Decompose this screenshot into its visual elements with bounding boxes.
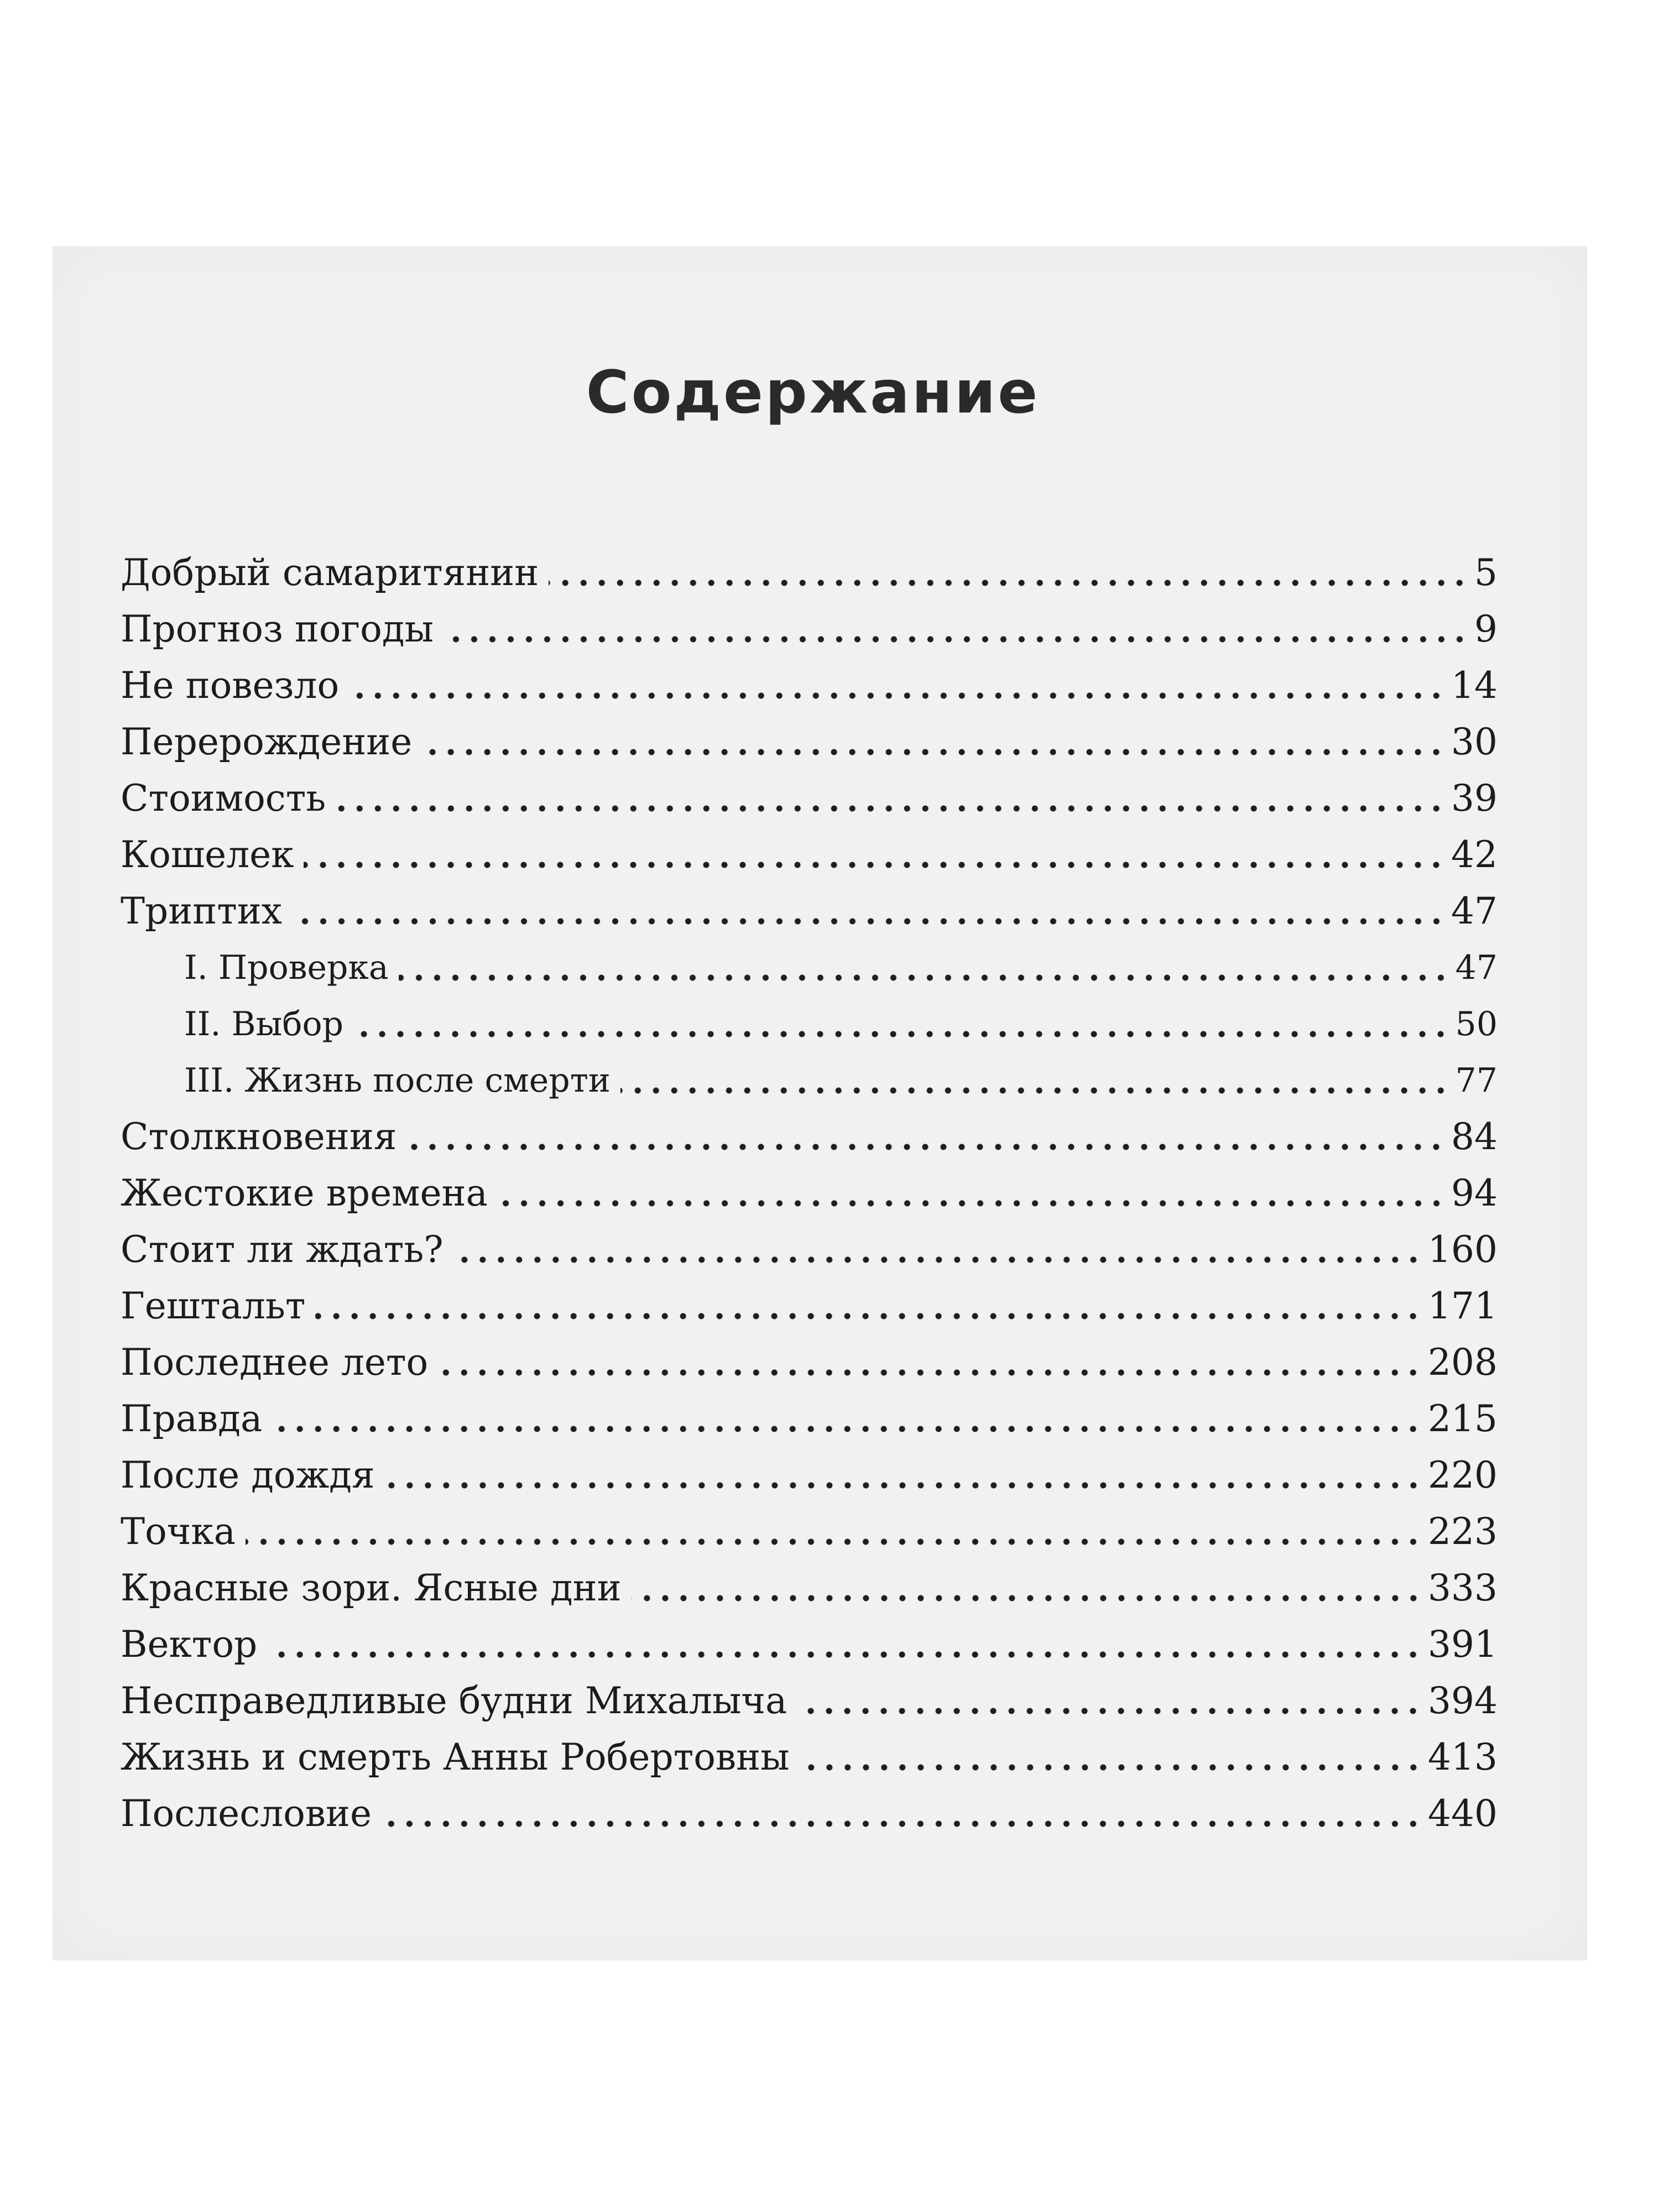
toc-entry <box>121 1278 1498 1334</box>
toc-entry-title: Добрый самаритянин <box>121 551 539 594</box>
toc-entry-page: 391 <box>1428 1623 1498 1666</box>
dot-leader <box>382 1819 1422 1829</box>
dot-leader <box>498 1198 1446 1208</box>
toc-entry <box>121 770 1498 827</box>
toc-entry-title: Не повезло <box>121 664 340 707</box>
dot-leader <box>438 1368 1422 1378</box>
toc-entry-title: Несправедливые будни Михалыча <box>121 1679 787 1722</box>
toc-entry-title: Красные зори. Ясные дни <box>121 1567 622 1609</box>
toc-entry <box>121 601 1498 658</box>
toc-entry-title: II. Выбор <box>184 1005 344 1044</box>
dot-leader <box>353 1029 1450 1039</box>
toc-entry-title: Кошелек <box>121 833 294 876</box>
toc-entry <box>121 714 1498 770</box>
dot-leader <box>453 1255 1422 1265</box>
toc-entry <box>121 1504 1498 1560</box>
toc-entry-title: Жизнь и смерть Анны Робертовны <box>121 1736 790 1778</box>
toc-entry <box>121 1560 1498 1616</box>
toc-entry-title: Столкновения <box>121 1115 397 1158</box>
dot-leader <box>315 1311 1422 1321</box>
toc-entry-page: 160 <box>1428 1228 1498 1271</box>
toc-entry <box>121 1334 1498 1391</box>
toc-entry-title: III. Жизнь после смерти <box>184 1061 611 1100</box>
toc-entry <box>121 1673 1498 1729</box>
toc-subentry <box>121 940 1498 996</box>
toc-entry-page: 5 <box>1474 551 1498 594</box>
toc-entry-title: Перерождение <box>121 721 413 763</box>
toc-entry-page: 30 <box>1451 721 1498 763</box>
toc-entry <box>121 1165 1498 1222</box>
toc-entry-page: 171 <box>1428 1285 1498 1327</box>
toc-entry-title: Стоит ли ждать? <box>121 1228 444 1271</box>
toc-entry <box>121 1729 1498 1786</box>
table-of-contents <box>121 545 1498 1842</box>
toc-entry-page: 440 <box>1428 1792 1498 1835</box>
toc-entry-page: 77 <box>1455 1061 1498 1100</box>
toc-subentry <box>121 996 1498 1052</box>
toc-entry-title: Жестокие времена <box>121 1172 488 1214</box>
dot-leader <box>304 860 1446 870</box>
toc-entry-page: 413 <box>1428 1736 1498 1778</box>
dot-leader <box>800 1762 1422 1772</box>
toc-entry <box>121 1786 1498 1842</box>
toc-entry <box>121 1616 1498 1673</box>
dot-leader <box>336 804 1446 813</box>
toc-entry-page: 208 <box>1428 1341 1498 1384</box>
dot-leader <box>620 1086 1450 1095</box>
toc-entry <box>121 1391 1498 1447</box>
toc-entry-page: 9 <box>1474 608 1498 650</box>
dot-leader <box>422 747 1446 757</box>
toc-entry-page: 47 <box>1451 890 1498 932</box>
dot-leader <box>292 916 1446 926</box>
dot-leader <box>444 634 1469 644</box>
toc-entry-page: 50 <box>1455 1005 1498 1044</box>
toc-entry-title: Вектор <box>121 1623 258 1666</box>
toc-entry <box>121 827 1498 883</box>
toc-entry-title: Прогноз погоды <box>121 608 434 650</box>
page-title: Содержание <box>586 358 1040 426</box>
toc-entry-title: I. Проверка <box>184 948 389 987</box>
toc-entry <box>121 1109 1498 1165</box>
dot-leader <box>349 691 1446 701</box>
dot-leader <box>272 1424 1422 1434</box>
toc-entry-page: 47 <box>1455 948 1498 987</box>
toc-entry-title: Последнее лето <box>121 1341 429 1384</box>
dot-leader <box>267 1650 1422 1660</box>
dot-leader <box>385 1480 1422 1490</box>
toc-entry-page: 84 <box>1451 1115 1498 1158</box>
toc-entry-page: 39 <box>1451 777 1498 820</box>
toc-entry-title: Стоимость <box>121 777 326 820</box>
toc-entry <box>121 1447 1498 1504</box>
toc-entry-title: Точка <box>121 1510 236 1553</box>
toc-entry <box>121 1222 1498 1278</box>
dot-leader <box>797 1706 1422 1716</box>
dot-leader <box>632 1593 1422 1603</box>
toc-entry-title: Триптих <box>121 890 282 932</box>
toc-entry-title: Правда <box>121 1397 263 1440</box>
toc-entry-page: 220 <box>1428 1454 1498 1496</box>
toc-entry-page: 42 <box>1451 833 1498 876</box>
toc-entry-page: 94 <box>1451 1172 1498 1214</box>
toc-entry-title: После дождя <box>121 1454 375 1496</box>
toc-entry-page: 394 <box>1428 1679 1498 1722</box>
toc-entry-page: 333 <box>1428 1567 1498 1609</box>
toc-entry-page: 14 <box>1451 664 1498 707</box>
toc-subentry <box>121 1052 1498 1109</box>
toc-entry-title: Гештальт <box>121 1285 306 1327</box>
toc-entry <box>121 658 1498 714</box>
toc-entry-page: 215 <box>1428 1397 1498 1440</box>
toc-entry <box>121 883 1498 940</box>
toc-entry-page: 223 <box>1428 1510 1498 1553</box>
dot-leader <box>549 578 1469 588</box>
toc-entry-title: Послесловие <box>121 1792 372 1835</box>
toc-entry <box>121 545 1498 601</box>
dot-leader <box>246 1537 1422 1547</box>
dot-leader <box>406 1142 1446 1152</box>
dot-leader <box>399 973 1450 983</box>
